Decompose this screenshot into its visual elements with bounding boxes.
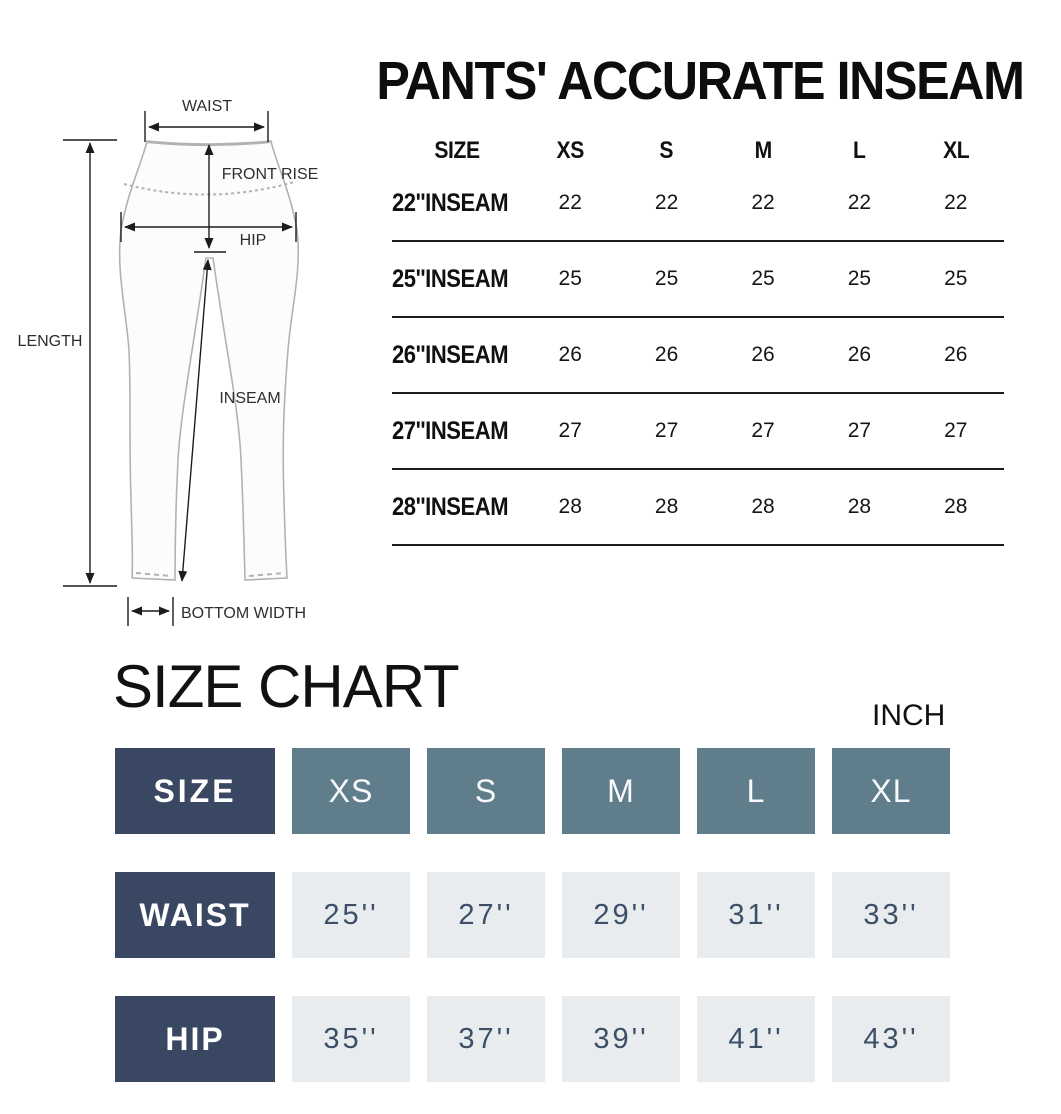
inseam-cell-value: 28: [944, 495, 968, 518]
size-chart-col-header: XS: [292, 748, 410, 834]
size-chart-col-header: XL: [832, 748, 950, 834]
inseam-cell-value: 28: [751, 495, 775, 518]
inseam-cell-value: 22: [654, 191, 679, 214]
inseam-cell-value: 26: [944, 343, 968, 366]
inseam-cell-value: 22: [847, 191, 872, 214]
inseam-table-row: [392, 394, 1004, 470]
inseam-cell-value: 25: [944, 267, 968, 290]
inseam-cell-value: 27: [847, 419, 872, 442]
inseam-row-label: 26''INSEAM: [392, 340, 509, 369]
length-label: LENGTH: [17, 333, 83, 350]
inseam-table-row: [392, 242, 1004, 318]
size-chart-col-header: M: [562, 748, 680, 834]
size-chart-table: [115, 748, 950, 1082]
inseam-cell-value: 28: [654, 495, 679, 518]
size-chart-col-header: L: [697, 748, 815, 834]
inseam-cell-value: 26: [751, 343, 775, 366]
inseam-table-title: PANTS' ACCURATE INSEAM: [376, 51, 1024, 111]
inseam-col-header: XL: [942, 137, 969, 164]
inseam-cell-value: 22: [558, 191, 582, 214]
inseam-row-label: 28''INSEAM: [392, 492, 509, 521]
inseam-row-label: 25''INSEAM: [392, 264, 509, 293]
waist-label: WAIST: [181, 98, 233, 115]
size-chart-cell-value: 35'': [292, 996, 410, 1082]
inseam-cell-value: 28: [847, 495, 872, 518]
inseam-table-row: [392, 166, 1004, 242]
inseam-col-header: XS: [556, 137, 584, 164]
front-rise-label: FRONT RISE: [221, 166, 319, 183]
inseam-cell-value: 25: [654, 267, 679, 290]
inseam-col-header: M: [754, 137, 772, 164]
hip-label: HIP: [239, 232, 267, 249]
inseam-row-label: 22''INSEAM: [392, 188, 509, 217]
size-chart-cell-value: 41'': [697, 996, 815, 1082]
inseam-table-row: [392, 318, 1004, 394]
inseam-cell-value: 28: [558, 495, 582, 518]
inseam-cell-value: 27: [751, 419, 775, 442]
size-chart-cell-value: 33'': [832, 872, 950, 958]
size-chart-cell-value: 27'': [427, 872, 545, 958]
size-chart-cell-value: 25'': [292, 872, 410, 958]
inseam-cell-value: 26: [847, 343, 872, 366]
size-chart-corner-header: SIZE: [115, 748, 275, 834]
inseam-cell-value: 25: [751, 267, 775, 290]
size-chart-row-label: WAIST: [115, 872, 275, 958]
inseam-cell-value: 26: [558, 343, 582, 366]
inseam-label: INSEAM: [219, 390, 281, 407]
size-chart-title: SIZE CHART: [113, 653, 459, 720]
inseam-cell-value: 22: [751, 191, 775, 214]
pants-measurement-diagram: [0, 80, 380, 640]
size-chart-col-header: S: [427, 748, 545, 834]
unit-label: INCH: [872, 699, 946, 732]
inseam-col-header: S: [659, 137, 674, 164]
inseam-col-header: SIZE: [434, 137, 480, 164]
inseam-cell-value: 25: [847, 267, 872, 290]
inseam-cell-value: 27: [944, 419, 968, 442]
inseam-table: [392, 136, 1004, 546]
size-chart-cell-value: 29'': [562, 872, 680, 958]
inseam-cell-value: 22: [944, 191, 968, 214]
inseam-table-header: [392, 136, 1004, 166]
inseam-cell-value: 25: [558, 267, 582, 290]
inseam-table-row: [392, 470, 1004, 546]
inseam-col-header: L: [853, 137, 866, 164]
size-chart-cell-value: 43'': [832, 996, 950, 1082]
size-chart-cell-value: 31'': [697, 872, 815, 958]
inseam-row-label: 27''INSEAM: [392, 416, 509, 445]
size-chart-row-label: HIP: [115, 996, 275, 1082]
bottom-width-label: BOTTOM WIDTH: [181, 605, 307, 622]
size-chart-cell-value: 37'': [427, 996, 545, 1082]
inseam-cell-value: 26: [654, 343, 679, 366]
inseam-cell-value: 27: [558, 419, 582, 442]
inseam-cell-value: 27: [654, 419, 679, 442]
size-chart-cell-value: 39'': [562, 996, 680, 1082]
inseam-table-rows: [392, 166, 1004, 546]
